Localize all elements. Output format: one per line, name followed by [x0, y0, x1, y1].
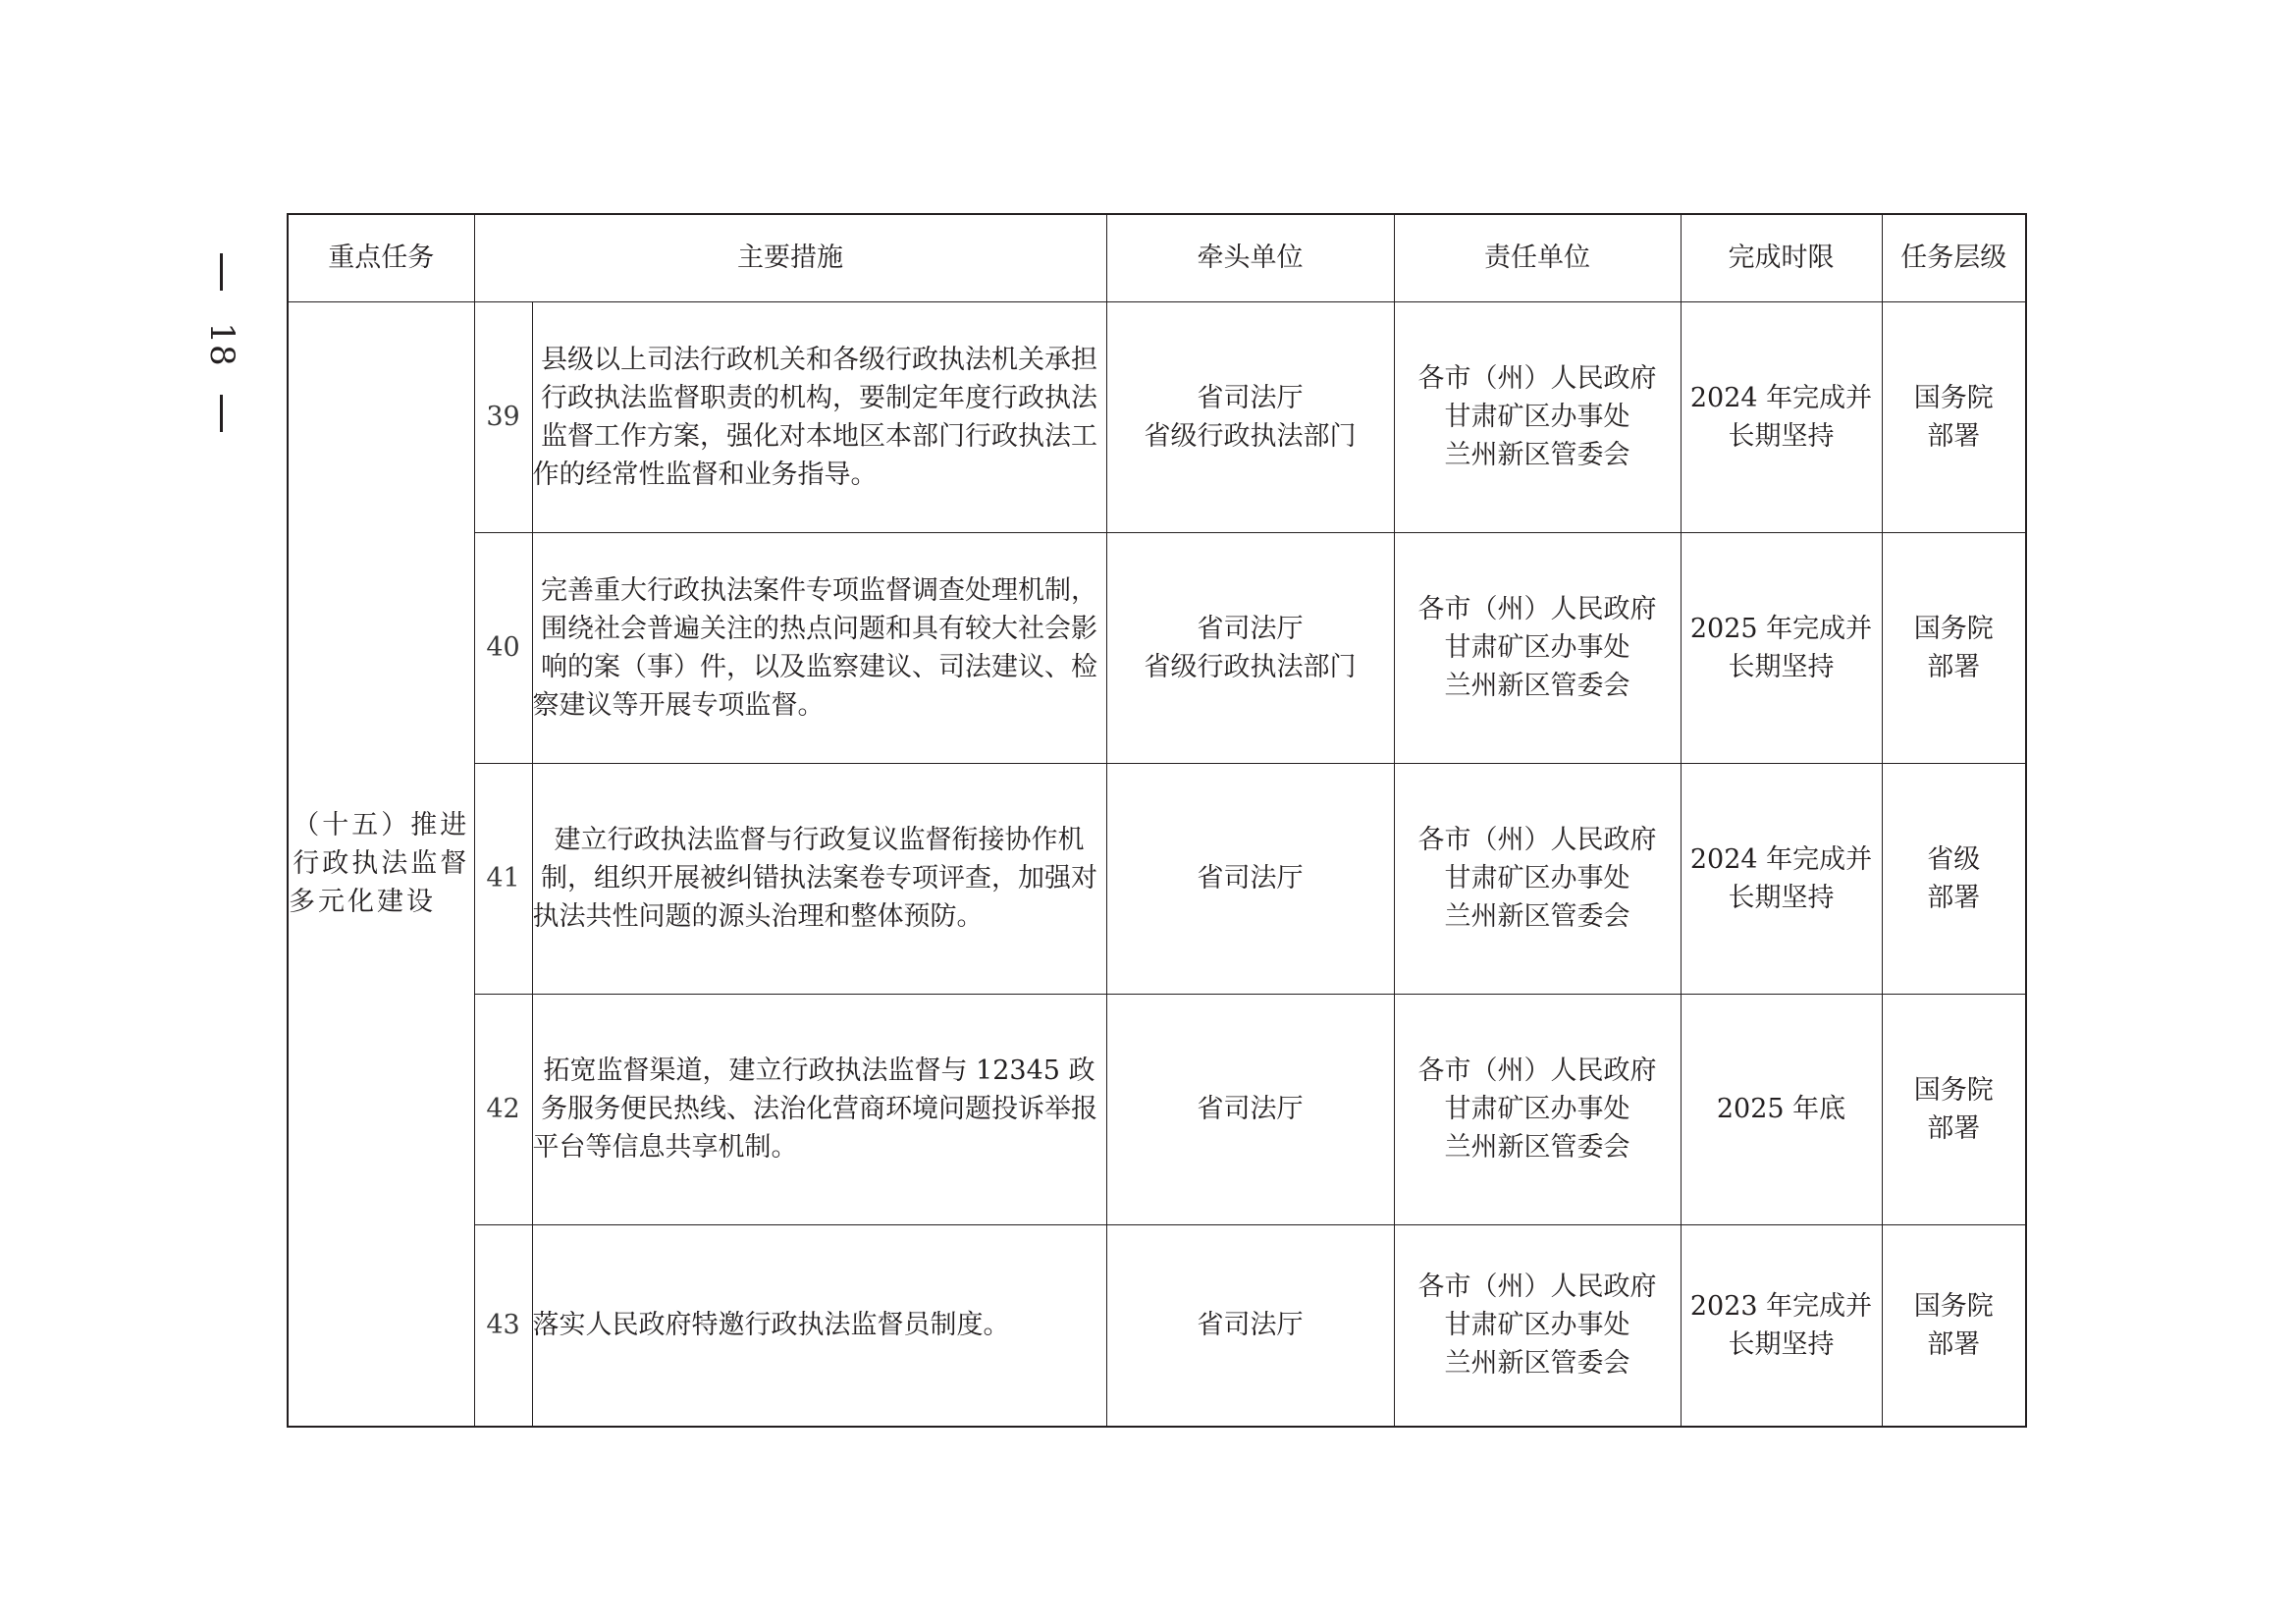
lead-unit-cell — [1106, 994, 1394, 1224]
task-level-cell — [1882, 994, 2026, 1224]
deadline-line: 2024 年完成并 — [1689, 382, 1873, 413]
deadline-line: 长期坚持 — [1728, 420, 1835, 452]
task-level-cell — [1882, 532, 2026, 763]
deadline-cell — [1681, 994, 1882, 1224]
deadline-line: 长期坚持 — [1728, 882, 1835, 913]
row-number: 40 — [474, 532, 532, 763]
deadline-cell — [1681, 301, 1882, 532]
responsible-unit-line: 甘肃矿区办事处 — [1444, 402, 1630, 432]
measure-cell: 拓宽监督渠道，建立行政执法监督与 12345 政务服务便民热线、法治化营商环境问题投诉举报平台等信息共享机制。 — [532, 994, 1106, 1224]
task-level-line: 部署 — [1927, 651, 1981, 682]
responsible-unit-line: 甘肃矿区办事处 — [1444, 1310, 1630, 1341]
page-number — [192, 245, 251, 442]
lead-unit-cell — [1106, 301, 1394, 532]
task-level-line: 部署 — [1927, 420, 1981, 452]
lead-unit-cell — [1106, 763, 1394, 994]
table-row — [288, 763, 2026, 994]
responsible-unit-cell — [1394, 994, 1681, 1224]
key-task-cell: （十五）推进行政执法监督多元化建设 — [288, 301, 474, 1427]
table-row — [288, 994, 2026, 1224]
lead-unit-line: 省司法厅 — [1197, 1094, 1304, 1124]
responsible-unit-cell — [1394, 532, 1681, 763]
header-task-level: 任务层级 — [1882, 214, 2026, 301]
page-number-dash-bottom — [220, 395, 223, 432]
task-level-cell — [1882, 301, 2026, 532]
responsible-unit-cell — [1394, 301, 1681, 532]
lead-unit-line: 省司法厅 — [1197, 613, 1304, 644]
measure-cell: 完善重大行政执法案件专项监督调查处理机制，围绕社会普遍关注的热点问题和具有较大社会影响的案（事）件，以及监察建议、司法建议、检察建议等开展专项监督。 — [532, 532, 1106, 763]
header-deadline: 完成时限 — [1681, 214, 1882, 301]
header-key-task: 重点任务 — [288, 214, 474, 301]
deadline-line: 长期坚持 — [1728, 651, 1835, 682]
responsible-unit-line: 兰州新区管委会 — [1444, 440, 1630, 470]
lead-unit-line: 省司法厅 — [1197, 863, 1304, 893]
lead-unit-line: 省级行政执法部门 — [1144, 651, 1357, 682]
responsible-unit-line: 甘肃矿区办事处 — [1444, 632, 1630, 663]
responsible-unit-cell — [1394, 763, 1681, 994]
responsible-unit-cell — [1394, 1224, 1681, 1427]
deadline-line: 2024 年完成并 — [1689, 843, 1873, 875]
responsible-unit-line: 兰州新区管委会 — [1444, 1348, 1630, 1380]
responsible-unit-line: 各市（州）人民政府 — [1417, 825, 1657, 855]
row-number: 42 — [474, 994, 532, 1224]
page-number-value: 18 — [202, 322, 241, 367]
task-level-line: 国务院 — [1913, 1074, 1994, 1106]
task-level-line: 国务院 — [1913, 613, 1994, 644]
header-main-measures: 主要措施 — [474, 214, 1106, 301]
row-number: 41 — [474, 763, 532, 994]
task-level-line: 国务院 — [1913, 382, 1994, 413]
task-level-cell — [1882, 763, 2026, 994]
task-level-cell — [1882, 1224, 2026, 1427]
responsible-unit-line: 甘肃矿区办事处 — [1444, 863, 1630, 893]
task-table — [287, 213, 2027, 1428]
responsible-unit-line: 甘肃矿区办事处 — [1444, 1094, 1630, 1124]
measure-cell: 建立行政执法监督与行政复议监督衔接协作机制，组织开展被纠错执法案卷专项评查，加强对执法共性问题的源头治理和整体预防。 — [532, 763, 1106, 994]
lead-unit-line: 省司法厅 — [1197, 382, 1304, 413]
table-row — [288, 532, 2026, 763]
responsible-unit-line: 各市（州）人民政府 — [1417, 594, 1657, 624]
header-responsible-unit: 责任单位 — [1394, 214, 1681, 301]
deadline-cell — [1681, 532, 1882, 763]
responsible-unit-line: 兰州新区管委会 — [1444, 901, 1630, 932]
responsible-unit-line: 各市（州）人民政府 — [1417, 1272, 1657, 1303]
deadline-line: 长期坚持 — [1728, 1328, 1835, 1360]
deadline-line: 2023 年完成并 — [1689, 1290, 1873, 1322]
deadline-cell — [1681, 763, 1882, 994]
lead-unit-cell — [1106, 532, 1394, 763]
deadline-line: 2025 年完成并 — [1689, 613, 1873, 644]
lead-unit-cell — [1106, 1224, 1394, 1427]
table-row — [288, 1224, 2026, 1427]
lead-unit-line: 省级行政执法部门 — [1144, 420, 1357, 452]
deadline-cell — [1681, 1224, 1882, 1427]
task-level-line: 国务院 — [1913, 1290, 1994, 1322]
lead-unit-line: 省司法厅 — [1197, 1310, 1304, 1341]
row-number: 43 — [474, 1224, 532, 1427]
task-level-line: 部署 — [1927, 1328, 1981, 1360]
page-number-dash-top — [220, 253, 223, 291]
task-level-line: 省级 — [1927, 843, 1981, 875]
row-number: 39 — [474, 301, 532, 532]
deadline-line: 2025 年底 — [1716, 1094, 1846, 1124]
header-lead-unit: 牵头单位 — [1106, 214, 1394, 301]
responsible-unit-line: 兰州新区管委会 — [1444, 671, 1630, 701]
responsible-unit-line: 各市（州）人民政府 — [1417, 1056, 1657, 1086]
responsible-unit-line: 兰州新区管委会 — [1444, 1132, 1630, 1163]
responsible-unit-line: 各市（州）人民政府 — [1417, 363, 1657, 394]
task-level-line: 部署 — [1927, 882, 1981, 913]
table-row — [288, 301, 2026, 532]
measure-cell: 落实人民政府特邀行政执法监督员制度。 — [532, 1224, 1106, 1427]
measure-cell: 县级以上司法行政机关和各级行政执法机关承担行政执法监督职责的机构，要制定年度行政执法监督工作方案，强化对本地区本部门行政执法工作的经常性监督和业务指导。 — [532, 301, 1106, 532]
table-header-row — [288, 214, 2026, 301]
task-level-line: 部署 — [1927, 1112, 1981, 1144]
